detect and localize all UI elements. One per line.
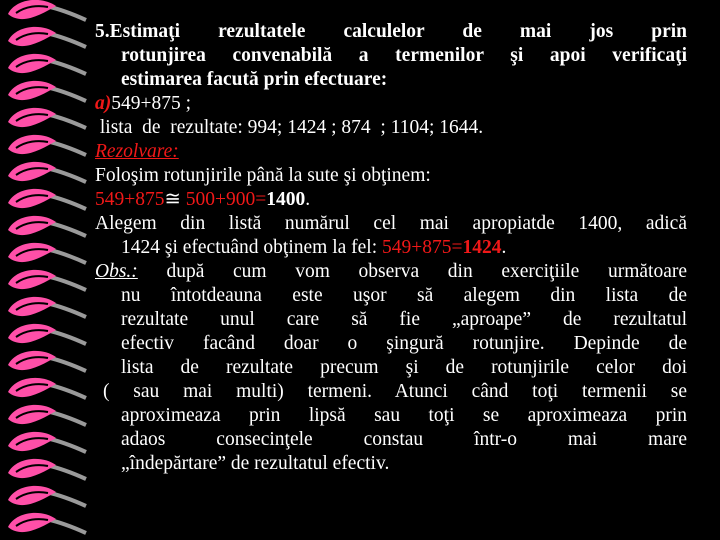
step-3-dot: . xyxy=(501,237,507,258)
item-a xyxy=(95,92,687,116)
obs-text-1: după cum vom observa din exerciţiile următoare xyxy=(137,261,687,282)
step-1: Foloşim rotunjirile până la sute şi obţinem: xyxy=(95,165,431,186)
obs-label: Obs.: xyxy=(95,261,138,282)
spiral-loop xyxy=(8,486,56,505)
obs-line-3: rezultate unul care să fie „aproape” de rezultatul xyxy=(121,309,687,330)
obs-line-7: aproximeaza prin lipsă sau toţi se aproximeaza prin xyxy=(121,405,687,426)
spiral-loop xyxy=(8,324,56,343)
step-3-line-1: Alegem din listă numărul cel mai apropiatde 1400, adică xyxy=(95,213,687,234)
spiral-loop xyxy=(8,81,56,100)
obs-line-5: lista de rezultate precum şi de rotunjirile celor doi xyxy=(121,357,687,378)
spiral-loop xyxy=(8,216,56,235)
step-3-expression: 549+875= xyxy=(382,237,463,258)
step-3-text: 1424 şi efectuând obţinem la fel: xyxy=(121,237,383,258)
spiral-loop xyxy=(8,54,56,73)
step-2-rhs: 500+900= xyxy=(180,189,267,210)
step-3 xyxy=(95,212,687,260)
spiral-loop xyxy=(8,459,56,478)
item-a-label: a) xyxy=(95,93,112,114)
approx-symbol: ≅ xyxy=(164,189,181,210)
solution-heading: Rezolvare: xyxy=(95,141,179,162)
spiral-loop xyxy=(8,297,56,316)
spiral-loop xyxy=(8,351,56,370)
spiral-loop xyxy=(8,270,56,289)
spiral-loop xyxy=(8,432,56,451)
obs-line-6: ( sau mai multi) termeni. Atunci când toţi termenii se xyxy=(103,381,687,402)
step-2-result: 1400 xyxy=(266,189,306,210)
obs-line-2: nu întotdeauna este uşor să alegem din lista de xyxy=(121,285,687,306)
spiral-loop xyxy=(8,108,56,127)
spiral-loop xyxy=(8,162,56,181)
spiral-loop xyxy=(8,513,56,532)
item-a-expression: 549+875 ; xyxy=(111,93,192,114)
spiral-loop xyxy=(8,243,56,262)
step-3-line-2 xyxy=(95,236,687,260)
obs-line-8: adaos consecinţele constau într-o mai mare xyxy=(121,429,687,450)
spiral-loop xyxy=(8,378,56,397)
spiral-loop xyxy=(8,27,56,46)
spiral-binding xyxy=(2,0,92,540)
slide-content xyxy=(95,20,687,476)
spiral-loop xyxy=(8,405,56,424)
spiral-loop xyxy=(8,189,56,208)
task-statement xyxy=(95,20,687,92)
obs-line-4: efectiv facând doar o şingură rotunjire. Depinde de xyxy=(121,333,687,354)
step-2 xyxy=(95,188,687,212)
observation xyxy=(95,260,687,476)
results-list: lista de rezultate: 994; 1424 ; 874 ; 1104; 1644. xyxy=(95,117,484,138)
spiral-loop xyxy=(8,135,56,154)
task-line-1: 5.Estimaţi rezultatele calculelor de mai jos prin xyxy=(95,21,687,42)
step-2-dot: . xyxy=(305,189,311,210)
step-2-lhs: 549+875 xyxy=(95,189,165,210)
spiral-loop xyxy=(8,0,56,19)
step-3-result: 1424 xyxy=(462,237,502,258)
obs-line-9: „îndepărtare” de rezultatul efectiv. xyxy=(121,453,390,474)
obs-line-1 xyxy=(95,260,687,284)
task-line-2: rotunjirea convenabilă a termenilor şi apoi verificaţi xyxy=(121,45,687,66)
task-line-3: estimarea facută prin efectuare: xyxy=(121,69,388,90)
